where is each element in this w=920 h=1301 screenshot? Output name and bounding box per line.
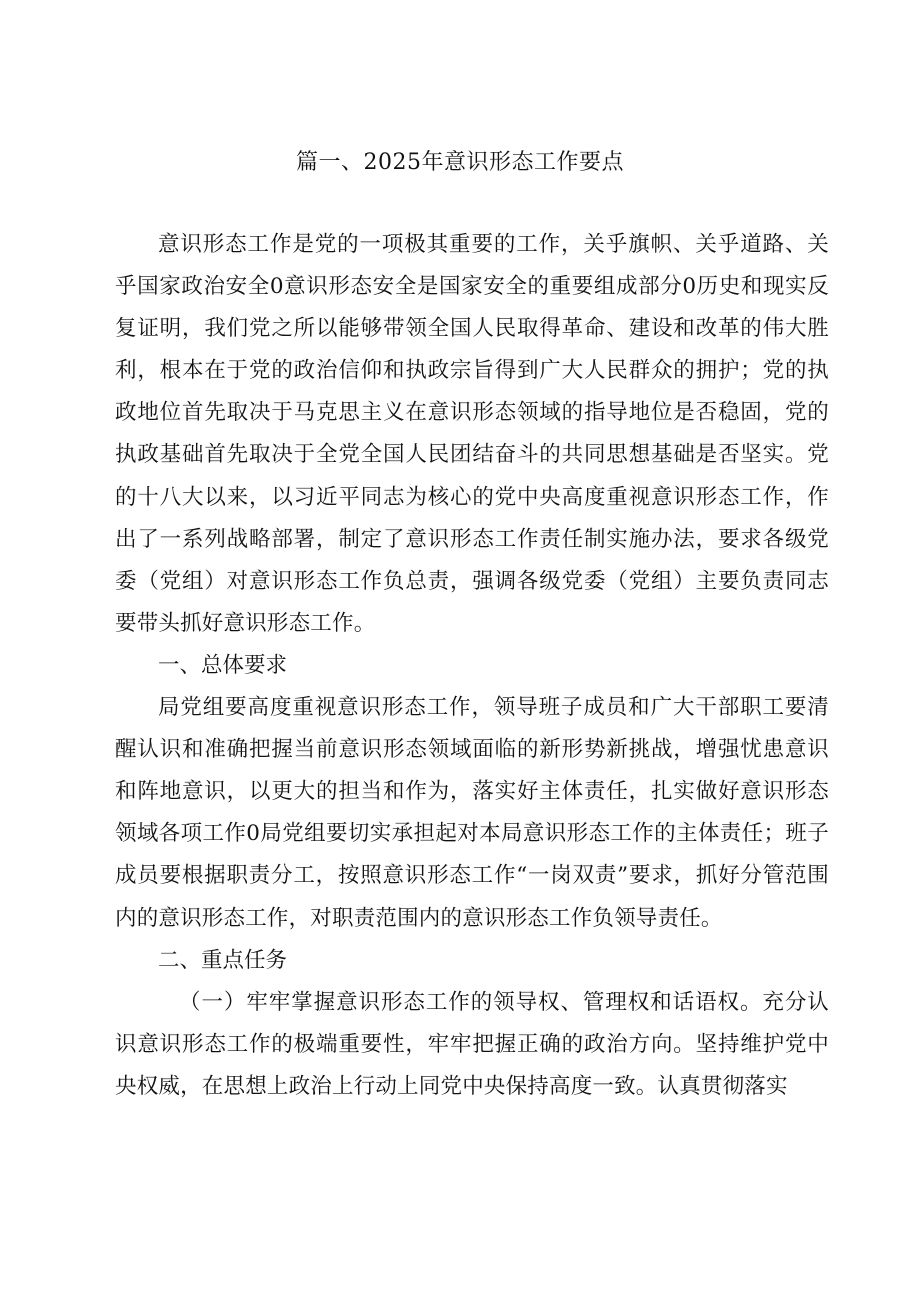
intro-paragraph: 意识形态工作是党的一项极其重要的工作，关乎旗帜、关乎道路、关乎国家政治安全0意识形态安全是国家安全的重要组成部分0历史和现实反复证明，我们党之所以能够带领全国人民取得革命、建设和改革的伟大胜利，根本在于党的政治信仰和执政宗旨得到广大人民群众的拥护；党的执政地位首先取决于马克思主义在意识形态领域的指导地位是否稳固，党的执政基础首先取决于全党全国人民团结奋斗的共同思想基础是否坚实。党的十八大以来，以习近平同志为核心的党中央高度重视意识形态工作，作出了一系列战略部署，制定了意识形态工作责任制实施办法，要求各级党委（党组）对意识形态工作负总责，强调各级党委（党组）主要负责同志要带头抓好意识形态工作。 <box>115 232 829 636</box>
section-heading-overall-requirements: 一、总体要求 <box>158 652 288 678</box>
key-task-1-paragraph: （一）牢牢掌握意识形态工作的领导权、管理权和话语权。充分认识意识形态工作的极端重要性，牢牢把握正确的政治方向。坚持维护党中央权威，在思想上政治上行动上同党中央保持高度一致。认真贯彻落实 <box>115 989 829 1099</box>
section-heading-key-tasks: 二、重点任务 <box>158 947 288 973</box>
document-title: 篇一、2025年意识形态工作要点 <box>296 150 624 175</box>
document-body <box>115 224 829 1108</box>
overall-requirements-paragraph: 局党组要高度重视意识形态工作，领导班子成员和广大干部职工要清醒认识和准确把握当前意识形态领域面临的新形势新挑战，增强忧患意识和阵地意识，以更大的担当和作为，落实好主体责任，扎实做好意识形态领域各项工作0局党组要切实承担起对本局意识形态工作的主体责任；班子成员要根据职责分工，按照意识形态工作“一岗双责”要求，抓好分管范围内的意识形态工作，对职责范围内的意识形态工作负领导责任。 <box>115 695 829 931</box>
